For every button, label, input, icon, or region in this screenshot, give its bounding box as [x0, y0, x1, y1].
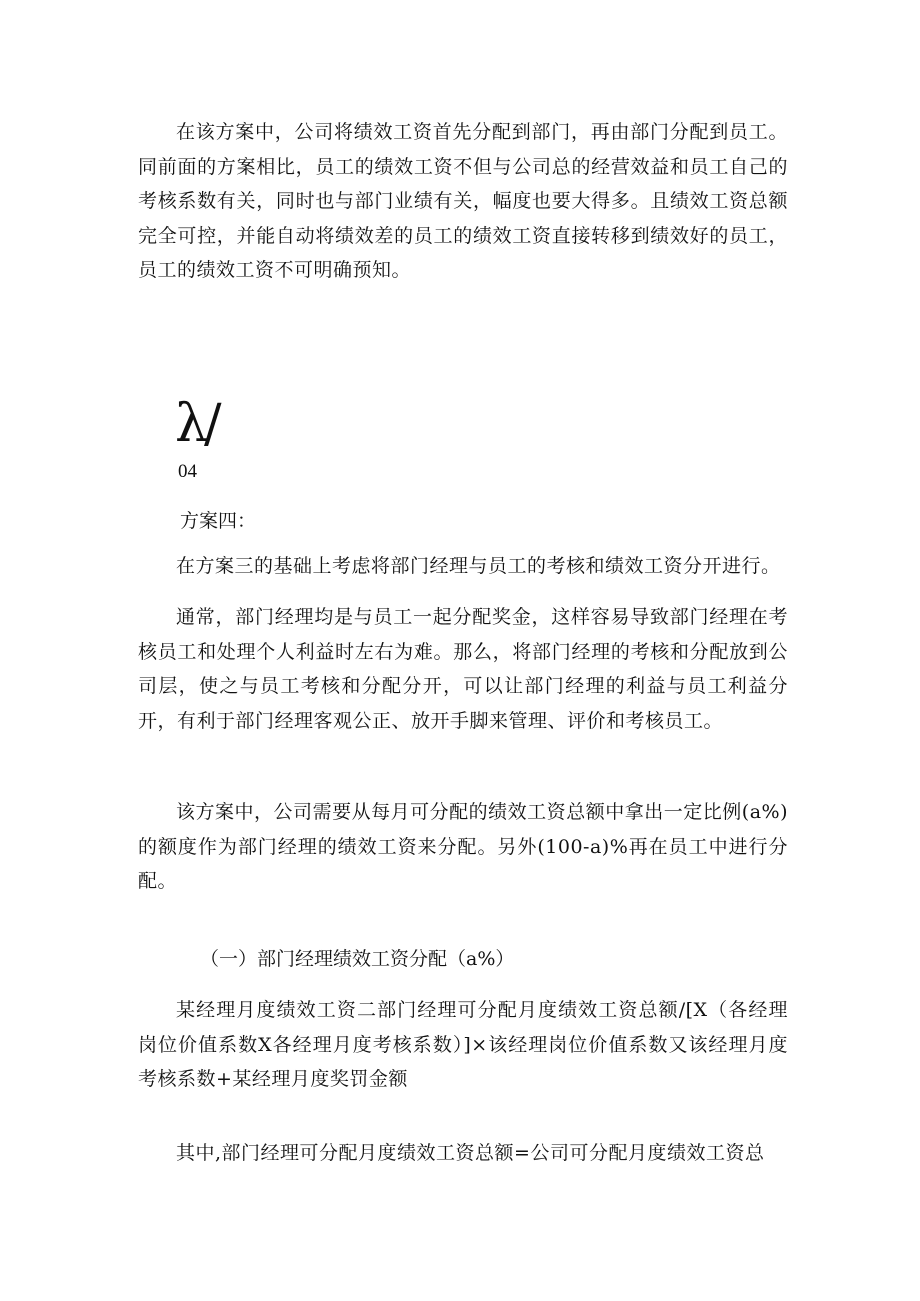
- page-number: 04: [178, 461, 197, 482]
- paragraph-scheme-four-intro: 在方案三的基础上考虑将部门经理与员工的考核和绩效工资分开进行。: [176, 555, 781, 577]
- paragraph-manager-dilemma: 通常，部门经理均是与员工一起分配奖金，这样容易导致部门经理在考核员工和处理个人利益时左右为难。那么，将部门经理的考核和分配放到公司层，使之与员工考核和分配分开，可以让部门经理的利益与员工利益分开，有利于部门经理客观公正、放开手脚来管理、评价和考核员工。: [138, 606, 788, 732]
- lambda-slash-glyph: λ/: [175, 394, 218, 454]
- paragraph-manager-formula: 某经理月度绩效工资二部门经理可分配月度绩效工资总额/[X（各经理岗位价值系数X各经理月度考核系数）]×该经理岗位价值系数又该经理月度考核系数+某经理月度奖罚金额: [138, 999, 788, 1090]
- scheme-four-title: 方案四：: [180, 510, 257, 532]
- paragraph-allocation-ratio: 该方案中，公司需要从每月可分配的绩效工资总额中拿出一定比例(a%)的额度作为部门经理的绩效工资来分配。另外(100-a)%再在员工中进行分配。: [138, 801, 788, 892]
- paragraph-total-definition: 其中,部门经理可分配月度绩效工资总额=公司可分配月度绩效工资总: [176, 1142, 765, 1164]
- subsection-title: （一）部门经理绩效工资分配（a%）: [200, 948, 515, 970]
- paragraph-scheme-three-summary: 在该方案中，公司将绩效工资首先分配到部门，再由部门分配到员工。同前面的方案相比，员工的绩效工资不但与公司总的经营效益和员工自己的考核系数有关，同时也与部门业绩有关，幅度也要大得多。且绩效工资总额完全可控，并能自动将绩效差的员工的绩效工资直接转移到绩效好的员工，员工的绩效工资不可明确预知。: [138, 121, 788, 281]
